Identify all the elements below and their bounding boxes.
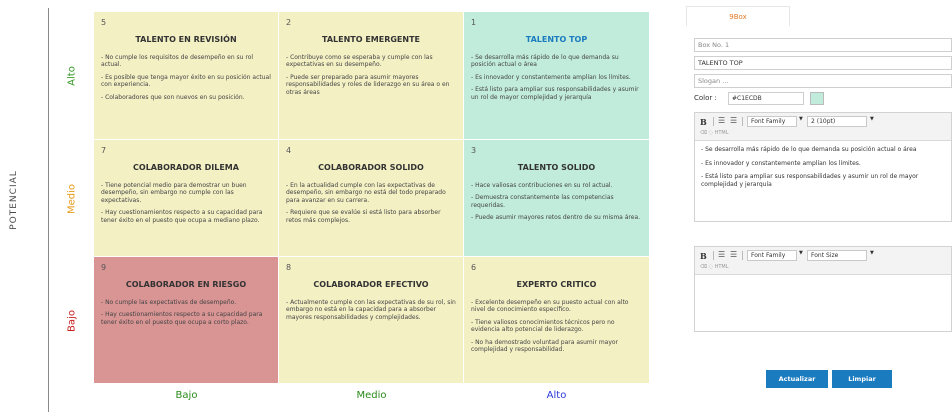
box-description-line: - Excelente desempeño en su puesto actual con alto nivel de conocimiento específico. — [471, 299, 629, 314]
box-description — [471, 182, 642, 222]
box-description — [286, 54, 456, 96]
toolbar-divider — [713, 251, 714, 260]
box-title: TALENTO SOLIDO — [517, 163, 596, 172]
box-description-line: - No cumple los requisitos de desempeño en su rol actual. — [101, 54, 254, 69]
box-title: TALENTO TOP — [525, 35, 588, 44]
toolbar-divider — [742, 251, 743, 260]
box-number: 8 — [286, 263, 292, 272]
chevron-down-icon[interactable]: ▼ — [870, 116, 874, 122]
box-description-line: - Hay cuestionamientos respecto a su capacidad para tener éxito en el puesto que ocupa a corto plazo. — [101, 311, 263, 326]
chevron-down-icon[interactable]: ▼ — [799, 250, 803, 256]
box-title: COLABORADOR DILEMA — [133, 163, 239, 172]
box-description — [286, 299, 456, 321]
box-description-line: - No ha demostrado voluntad para asumir mayor complejidad y responsabilidad. — [471, 338, 619, 354]
box-number: 6 — [471, 263, 477, 272]
row-label-medio: Medio — [66, 183, 78, 214]
box-description-line: - Es posible que tenga mayor éxito en su posición actual con experiencia. — [101, 73, 271, 89]
font-family-select[interactable]: Font Family — [747, 116, 797, 127]
bold-button[interactable]: B — [700, 251, 707, 261]
box-cell-4[interactable] — [279, 140, 464, 257]
box-description-line: - Puede ser preparado para asumir mayores responsabilidades y roles de liderazgo en su área o en otras áreas — [286, 73, 450, 96]
box-description-line: - En la actualidad cumple con las expectativas de desempeño, sin embargo no está del todo preparado para avanzar en su carrera. — [286, 182, 446, 204]
title-field[interactable]: TALENTO TOP — [694, 56, 952, 70]
box-description — [101, 54, 271, 101]
box-description — [471, 54, 642, 101]
slogan-field[interactable]: Slogan ... — [694, 74, 952, 88]
box-title: EXPERTO CRITICO — [516, 280, 597, 289]
box-number: 7 — [101, 146, 107, 155]
box-description-line: - Hace valiosas contribuciones en su rol actual. — [471, 182, 613, 189]
box-no-field[interactable]: Box No. 1 — [694, 38, 952, 52]
numbered-list-icon[interactable]: ☰ — [730, 116, 738, 125]
box-description-line: - No cumple las expectativas de desempeño. — [101, 299, 237, 306]
box-description-line: - Puede asumir mayores retos dentro de su misma área. — [471, 214, 641, 222]
box-cell-6[interactable] — [464, 257, 650, 384]
box-description — [101, 182, 271, 224]
box-description — [471, 299, 642, 353]
box-cell-8[interactable] — [279, 257, 464, 384]
editor-line: - Se desarrolla más rápido de lo que demanda su posición actual o área — [701, 146, 917, 153]
html-tools-icons[interactable]: ⌫ ◌ HTML — [700, 264, 729, 270]
box-edit-panel — [686, 6, 952, 414]
color-label: Color : — [694, 94, 717, 102]
box-number: 2 — [286, 18, 292, 27]
editor-toolbar — [695, 113, 951, 141]
col-label-alto: Alto — [546, 390, 567, 401]
chevron-down-icon[interactable]: ▼ — [870, 250, 874, 256]
box-description-line: - Colaboradores que son nuevos en su posición. — [101, 93, 245, 101]
update-button[interactable]: Actualizar — [766, 370, 828, 388]
color-input[interactable]: #C1ECDB — [728, 92, 804, 105]
box-cell-1[interactable] — [464, 12, 650, 140]
font-family-select[interactable]: Font Family — [747, 250, 797, 261]
editor-toolbar — [695, 247, 951, 275]
toolbar-divider — [713, 117, 714, 126]
box-number: 9 — [101, 263, 107, 272]
box-description-line: - Hay cuestionamientos respecto a su capacidad para tener éxito en el puesto que ocupa a mediano plazo. — [101, 209, 263, 224]
box-description — [286, 182, 456, 224]
box-title: COLABORADOR EN RIESGO — [125, 280, 247, 289]
box-description-line: - Es innovador y constantemente amplían los límites. — [471, 73, 631, 81]
numbered-list-icon[interactable]: ☰ — [730, 250, 738, 259]
color-swatch[interactable] — [810, 92, 824, 105]
box-title: COLABORADOR SOLIDO — [318, 163, 424, 172]
box-number: 1 — [471, 18, 477, 27]
editor-content[interactable] — [695, 141, 951, 199]
box-number: 3 — [471, 146, 477, 155]
row-label-alto: Alto — [66, 66, 78, 86]
editor-line: - Está listo para ampliar sus responsabilidades y asumir un rol de mayor complejidad y jerarquía — [701, 173, 919, 188]
bullet-list-icon[interactable]: ☰ — [718, 250, 726, 259]
clear-button[interactable]: Limpiar — [832, 370, 892, 388]
box-description-line: - Tiene potencial medio para demostrar un buen desempeño, sin embargo no cumple con las expectativas. — [101, 182, 247, 204]
box-cell-7[interactable] — [94, 140, 279, 257]
box-cell-9[interactable] — [94, 257, 279, 384]
box-cell-3[interactable] — [464, 140, 650, 257]
font-size-select[interactable]: Font Size — [807, 250, 867, 261]
row-label-bajo: Bajo — [66, 309, 78, 332]
box-title: TALENTO EN REVISIÓN — [135, 35, 237, 44]
box-description-line: - Contribuye como se esperaba y cumple con las expectativas en su desempeño. — [286, 54, 433, 69]
box-title: COLABORADOR EFECTIVO — [313, 280, 429, 289]
box-description-line: - Actualmente cumple con las expectativas de su rol, sin embargo no está en la capacidad para a absorber mayores responsabilidades y complejidades. — [286, 299, 456, 321]
box-title: TALENTO EMERGENTE — [321, 35, 421, 44]
box-description-line: - Está listo para ampliar sus responsabilidades y asumir un rol de mayor complejidad y jerarquía — [471, 86, 639, 101]
editor-line: - Es innovador y constantemente amplían los límites. — [701, 159, 861, 167]
box-number: 5 — [101, 18, 107, 27]
secondary-editor[interactable] — [694, 246, 952, 332]
col-label-medio: Medio — [356, 390, 387, 401]
y-axis-title: POTENCIAL — [9, 170, 19, 230]
description-editor[interactable] — [694, 112, 952, 222]
bullet-list-icon[interactable]: ☰ — [718, 116, 726, 125]
box-description-line: - Tiene valiosos conocimientos técnicos pero no evidencia alto potencial de liderazgo. — [471, 318, 615, 334]
col-label-bajo: Bajo — [175, 390, 198, 401]
y-axis-line — [48, 8, 49, 412]
box-number: 4 — [286, 146, 292, 155]
html-tools-icons[interactable]: ⌫ ◌ HTML — [700, 130, 729, 136]
box-description-line: - Requiere que se evalúe si está listo para absorber retos más complejos. — [286, 209, 441, 224]
editor-content[interactable] — [695, 275, 951, 285]
bold-button[interactable]: B — [700, 117, 707, 127]
nine-box-grid — [94, 12, 650, 384]
box-cell-5[interactable] — [94, 12, 279, 140]
font-size-select[interactable]: 2 (10pt) — [807, 116, 867, 127]
box-description-line: - Se desarrolla más rápido de lo que demanda su posición actual o área — [471, 54, 619, 69]
tab-9box[interactable]: 9Box — [686, 6, 790, 26]
chevron-down-icon[interactable]: ▼ — [799, 116, 803, 122]
toolbar-divider — [742, 117, 743, 126]
box-description — [101, 299, 271, 326]
box-description-line: - Demuestra constantemente las competencias requeridas. — [471, 194, 614, 209]
box-cell-2[interactable] — [279, 12, 464, 140]
